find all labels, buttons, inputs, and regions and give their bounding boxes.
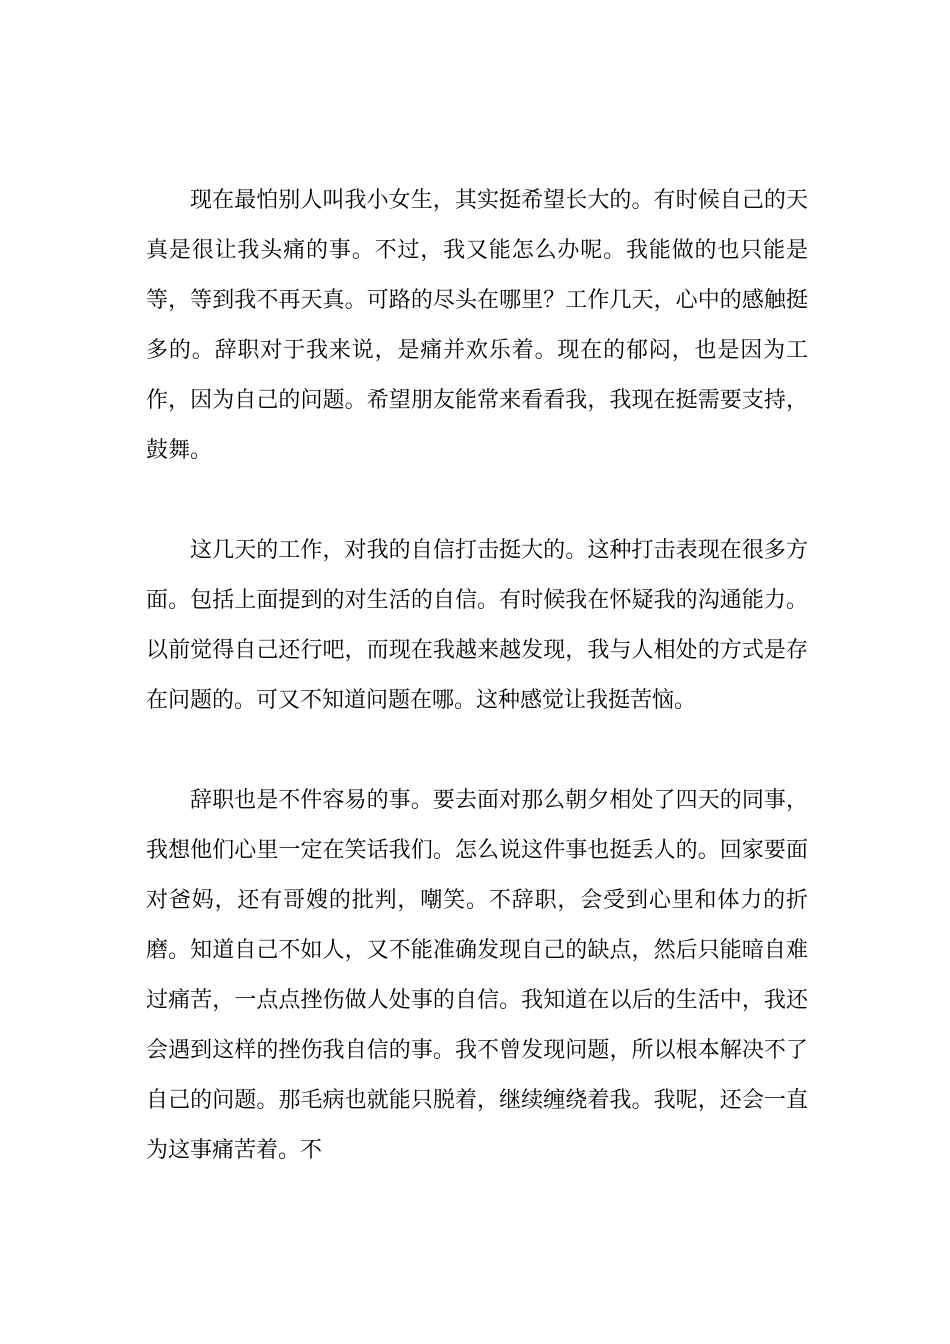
- paragraph-1: 现在最怕别人叫我小女生，其实挺希望长大的。有时候自己的天真是很让我头痛的事。不过，我又能怎么办呢。我能做的也只能是等，等到我不再天真。可路的尽头在哪里？工作几天，心中的感触挺多的。辞职对于我来说，是痛并欢乐着。现在的郁闷，也是因为工作，因为自己的问题。希望朋友能常来看看我，我现在挺需要支持，鼓舞。: [146, 188, 808, 463]
- paragraph-2: 这几天的工作，对我的自信打击挺大的。这种打击表现在很多方面。包括上面提到的对生活的自信。有时候我在怀疑我的沟通能力。以前觉得自己还行吧，而现在我越来越发现，我与人相处的方式是存在问题的。可又不知道问题在哪。这种感觉让我挺苦恼。: [146, 538, 808, 713]
- document-body: [146, 176, 808, 1226]
- paragraph-3: 辞职也是不件容易的事。要去面对那么朝夕相处了四天的同事，我想他们心里一定在笑话我们。怎么说这件事也挺丢人的。回家要面对爸妈，还有哥嫂的批判，嘲笑。不辞职，会受到心里和体力的折磨。知道自己不如人，又不能准确发现自己的缺点，然后只能暗自难过痛苦，一点点挫伤做人处事的自信。我知道在以后的生活中，我还会遇到这样的挫伤我自信的事。我不曾发现问题，所以根本解决不了自己的问题。那毛病也就能只脱着，继续缠绕着我。我呢，还会一直为这事痛苦着。不: [146, 788, 808, 1163]
